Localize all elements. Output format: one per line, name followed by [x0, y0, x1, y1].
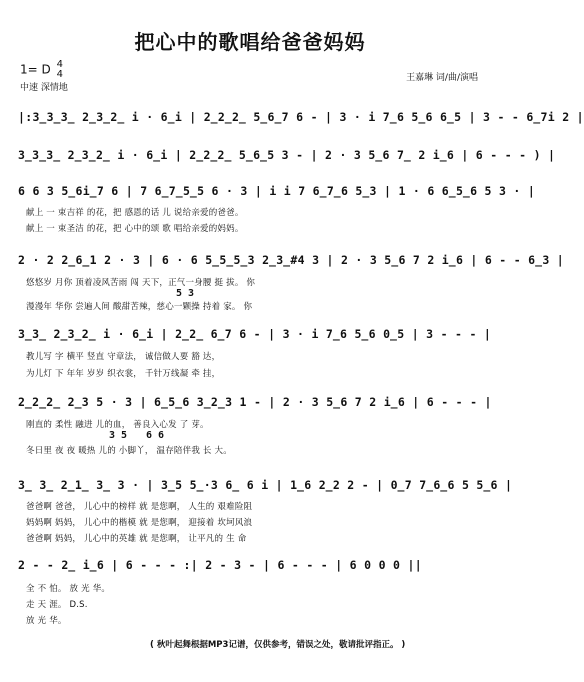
- score-line: 2 - - 2̲ i̲6 | 6 - - - :| 2 - 3 - | 6 - - - | 6 0 0 0 ||: [18, 558, 422, 572]
- lyric-line: 爸爸啊 爸爸， 儿心中的榜样 就 是您啊， 人生的 艰难险阻: [26, 502, 253, 512]
- lyric-line: 爸爸啊 妈妈， 儿心中的英雄 就 是您啊， 让平凡的 生 命: [26, 534, 247, 544]
- author-credit: 王嘉琳 词/曲/演唱: [406, 73, 478, 83]
- score-line: 3̲3̲3̲ 2̲3̲2̲ i · 6̲i | 2̲2̲2̲ 5̲6̲5 3 - | 2 · 3 5̲6 7̲ 2 i̲6 | 6 - - - ) |: [18, 148, 556, 162]
- time-signature: [57, 60, 63, 80]
- alt-notes: 5 3: [176, 288, 195, 299]
- alt-notes: 3 5: [109, 430, 128, 441]
- tempo-marking: 中速 深情地: [20, 83, 68, 93]
- score-line: 3̲ 3̲ 2̲1̲ 3̲ 3 · | 3̲5 5̲·3 6̲ 6 i | 1̲6 2̲2 2 - | 0̲7 7̲6̲6 5 5̲6 |: [18, 478, 513, 492]
- time-bottom: 4: [56, 69, 63, 80]
- lyric-line: 献上 一 束吉祥 的花，把 感恩的话 儿 说给亲爱的爸爸。: [26, 208, 244, 218]
- score-line: 2̲2̲2̲ 2̲3 5 · 3 | 6̲5̲6 3̲2̲3 1 - | 2 · 3 5̲6 7 2 i̲6 | 6 - - - |: [18, 395, 492, 409]
- lyric-line: 刚直的 柔性 融进 儿的血， 善良入心发 了 芽。: [26, 420, 209, 430]
- score-line: |:3̲3̲3̲ 2̲3̲2̲ i · 6̲i | 2̲2̲2̲ 5̲6̲7 6 - | 3 · i 7̲6 5̲6 6̲5 | 3 - - 6̲7i 2 |: [18, 110, 584, 124]
- transcription-note: ( 秋叶起舞根据MP3记谱，仅供参考，错误之处，敬请批评指正。 ): [150, 640, 406, 650]
- lyric-line: 悠悠岁 月你 顶着凌风苦雨 闯 天下，正气一身腰 挺 拔。 你: [26, 278, 256, 288]
- score-line: 2 · 2 2̲6̲1 2 · 3 | 6 · 6 5̲5̲5̲3 2̲3̲#4 3 | 2 · 3 5̲6 7 2 i̲6 | 6 - - 6̲3 |: [18, 253, 564, 267]
- time-top: 4: [56, 59, 63, 70]
- lyric-line: 漫漫年 华你 尝遍人间 酸甜苦辣，慈心一颗操 持着 家。 你: [26, 302, 253, 312]
- alt-notes: 6 6: [146, 430, 165, 441]
- lyric-line: 全 不 怕。 放 光 华。: [26, 584, 111, 594]
- lyric-line: 放 光 华。: [26, 616, 67, 626]
- lyric-line: 走 天 涯。 D.S.: [26, 600, 88, 610]
- key-signature: [20, 60, 63, 80]
- song-title: 把心中的歌唱给爸爸妈妈: [134, 30, 366, 54]
- lyric-line: 冬日里 夜 夜 暖热 儿的 小脚丫， 温存陪伴我 长 大。: [26, 446, 232, 456]
- lyric-line: 为儿灯 下 年年 岁岁 织衣裳， 千针万线凝 牵 挂，: [26, 369, 221, 379]
- score-line: 3̲3̲ 2̲3̲2̲ i · 6̲i | 2̲2̲ 6̲7 6 - | 3 · i 7̲6 5̲6 0̲5 | 3 - - - |: [18, 327, 492, 341]
- score-line: 6 6 3 5̲6i̲7 6 | 7 6̲7̲5̲5 6 · 3 | i i 7 6̲7̲6 5̲3 | 1 · 6 6̲5̲6 5 3 · |: [18, 184, 536, 198]
- lyric-line: 献上 一 束圣洁 的花，把 心中的颂 歌 唱给亲爱的妈妈。: [26, 224, 244, 234]
- lyric-line: 妈妈啊 妈妈， 儿心中的楷模 就 是您啊， 迎接着 坎坷风浪: [26, 518, 253, 528]
- lyric-line: 教儿写 字 横平 竖直 守章法， 诚信做人要 豁 达，: [26, 352, 221, 362]
- key-label: 1= D: [20, 62, 51, 77]
